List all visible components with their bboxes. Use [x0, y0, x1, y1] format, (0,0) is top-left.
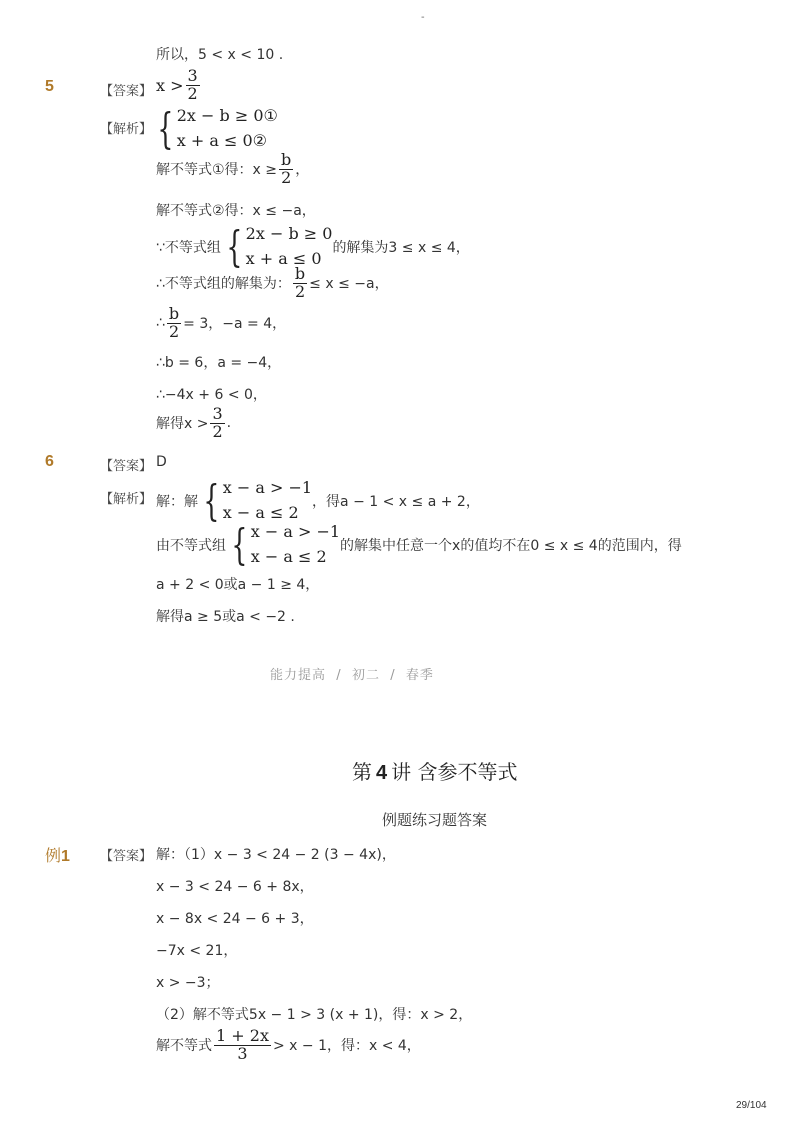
q5-answer-denominator: 2	[187, 83, 198, 103]
ex1-line-1: 解：（1）x − 3 < 24 − 2 (3 − 4x)，	[156, 847, 396, 863]
numerator: b	[294, 264, 306, 283]
left-brace: {	[203, 475, 220, 525]
footer-course: 能力提高	[270, 668, 327, 683]
denominator: 2	[293, 283, 307, 301]
numerator: 1 + 2x	[216, 1026, 269, 1045]
ex1-line-6: （2）解不等式5x − 1 > 3 (x + 1)，得：x > 2，	[156, 1007, 473, 1023]
footer-separator: /	[336, 668, 342, 683]
q5-step-3-system-line-1: 2x − b ≥ 0	[245, 224, 333, 243]
q6-step-2-pre: 由不等式组	[156, 537, 226, 554]
q6-step-2-system-line-1: x − a > −1	[250, 522, 341, 541]
left-brace: {	[231, 519, 248, 569]
numerator: b	[168, 304, 180, 323]
ex1-answer-tag: 【答案】	[100, 849, 153, 864]
q5-answer-fraction	[186, 68, 200, 103]
q5-step-4-post: ≤ x ≤ −a，	[309, 276, 389, 293]
q5-step-1-text: 解不等式①得：x ≥	[156, 162, 278, 179]
denominator: 2	[167, 323, 181, 341]
q5-answer-numerator: 3	[187, 66, 198, 85]
example-number: 1	[61, 848, 70, 865]
denominator: 2	[212, 421, 223, 441]
q5-step-1-fraction	[279, 152, 293, 187]
q6-step-3: a + 2 < 0或a − 1 ≥ 4，	[156, 577, 320, 593]
q5-step-3-system-line-2: x + a ≤ 0	[245, 248, 322, 268]
q5-answer	[156, 68, 202, 103]
denominator: 2	[279, 169, 293, 187]
q6-step-4: 解得a ≥ 5或a < −2 .	[156, 609, 295, 625]
q5-analysis-tag: 【解析】	[100, 122, 153, 137]
ex1-line-5: x > −3；	[156, 975, 220, 991]
example-label-text: 例	[45, 848, 62, 865]
q6-step-1	[156, 476, 480, 526]
footer-term: 春季	[405, 668, 434, 683]
q5-step-8-post: .	[226, 415, 232, 432]
q6-answer-tag: 【答案】	[100, 459, 153, 474]
denominator: 3	[214, 1045, 271, 1063]
q6-step-2-system-line-2: x − a ≤ 2	[250, 546, 327, 566]
page-footer	[270, 664, 434, 683]
page-number: 29/104	[736, 1100, 767, 1111]
numerator: b	[281, 150, 292, 169]
ex1-line-2: x − 3 < 24 − 6 + 8x，	[156, 879, 314, 895]
q6-analysis-tag: 【解析】	[100, 492, 153, 507]
q5-step-3-pre: ∵不等式组	[156, 239, 221, 256]
q6-step-1-post: ，得a − 1 < x ≤ a + 2，	[312, 493, 480, 510]
q6-answer: D	[156, 454, 167, 470]
q5-step-1-post: ，	[295, 162, 310, 179]
ex1-line-7-pre: 解不等式	[156, 1038, 212, 1055]
q5-system-of-inequalities	[152, 104, 278, 154]
q5-system-line-2: x + a ≤ 0②	[176, 130, 267, 150]
q6-step-1-pre: 解：解	[156, 493, 198, 510]
footer-grade: 初二	[351, 668, 380, 683]
numerator: 3	[212, 404, 223, 423]
q5-step-5	[156, 306, 286, 341]
ex1-line-7-fraction	[214, 1028, 271, 1063]
q5-step-3-post: 的解集为3 ≤ x ≤ 4，	[332, 239, 470, 256]
q6-step-2	[156, 520, 682, 570]
ex1-line-3: x − 8x < 24 − 6 + 3，	[156, 911, 314, 927]
q5-step-8-fraction	[210, 406, 224, 441]
q5-step-2: 解不等式②得：x ≤ −a，	[156, 203, 316, 219]
q5-system-line-1: 2x − b ≥ 0①	[176, 106, 278, 125]
previous-conclusion-line: 所以，5 < x < 10 .	[156, 47, 284, 63]
question-number-5: 5	[45, 78, 54, 95]
footer-separator: /	[390, 668, 396, 683]
example-1-label	[45, 843, 70, 866]
question-number-6: 6	[45, 453, 54, 470]
lecture-title-prefix: 第	[352, 760, 372, 784]
section-subtitle: 例题练习题答案	[382, 811, 488, 829]
q5-step-5-post: = 3，−a = 4，	[183, 316, 287, 333]
q5-step-4-pre: ∴不等式组的解集为：	[156, 276, 291, 293]
q6-step-1-system-line-1: x − a > −1	[222, 478, 313, 497]
q5-step-3	[156, 222, 470, 272]
lecture-number: 4	[376, 762, 388, 784]
q5-step-5-pre: ∴	[156, 315, 165, 332]
q5-step-8	[156, 406, 231, 441]
q5-step-8-pre: 解得x >	[156, 416, 209, 433]
q5-step-6: ∴b = 6，a = −4，	[156, 355, 282, 371]
q5-answer-lhs: x >	[156, 75, 184, 95]
ex1-line-4: −7x < 21，	[156, 943, 238, 959]
q5-step-7: ∴−4x + 6 < 0，	[156, 387, 267, 403]
lecture-title	[352, 756, 517, 785]
q5-step-4-fraction	[293, 266, 307, 301]
lecture-title-suffix: 讲 含参不等式	[391, 760, 518, 784]
ex1-line-7	[156, 1028, 421, 1063]
q6-step-2-post: 的解集中任意一个x的值均不在0 ≤ x ≤ 4的范围内，得	[340, 537, 682, 554]
left-brace: {	[226, 221, 243, 271]
q5-answer-tag: 【答案】	[100, 84, 153, 99]
top-mark: -	[421, 12, 425, 23]
ex1-line-7-post: > x − 1，得：x < 4，	[272, 1038, 421, 1055]
q6-step-1-system-line-2: x − a ≤ 2	[222, 502, 299, 522]
q5-step-1	[156, 152, 309, 187]
q5-step-4	[156, 266, 389, 301]
q5-step-5-fraction	[167, 306, 181, 341]
left-brace: {	[157, 103, 174, 153]
